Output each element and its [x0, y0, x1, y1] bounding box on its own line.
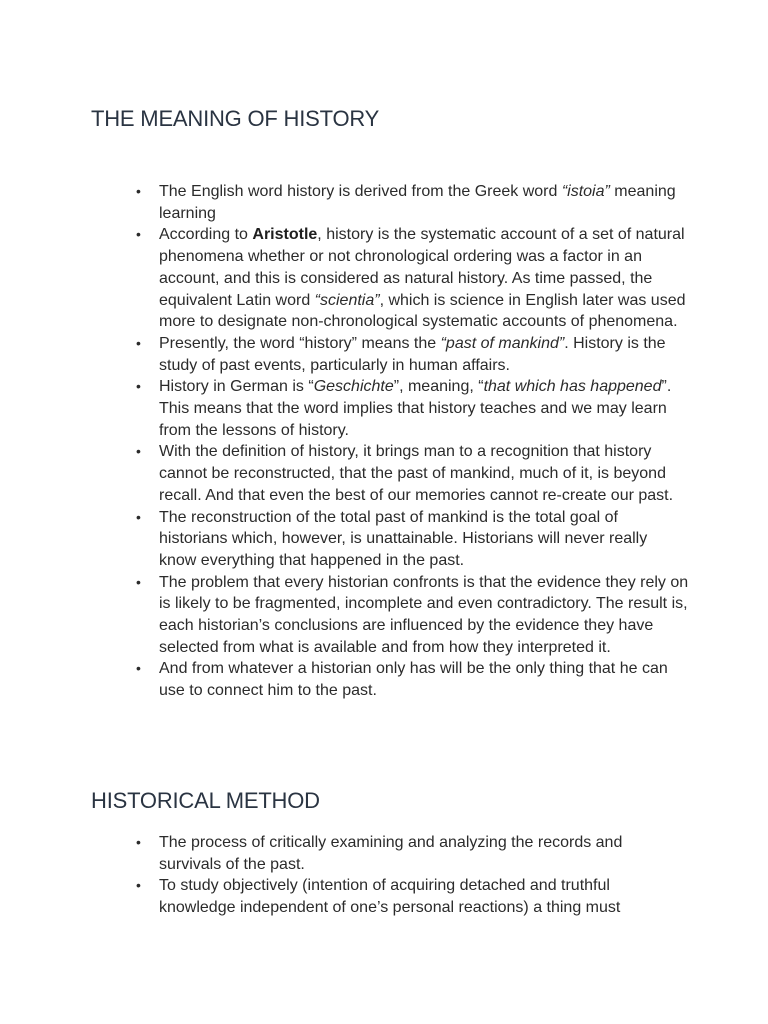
list-item: • According to Aristotle, history is the systematic account of a set of natural phenomena whether or not chronological ordering was a factor in an account, and this is considered as natural history. As time passed, the equivalent Latin word “scientia”, which is science in English later was used more to designate non-chronological systematic accounts of phenomena.: [136, 226, 686, 331]
bullet-icon: •: [136, 877, 141, 894]
meaning-of-history-list: [136, 181, 689, 702]
italic-term: “istoia”: [561, 183, 610, 200]
list-item: • Presently, the word “history” means the “past of mankind”. History is the study of past events, particularly in human affairs.: [136, 334, 666, 374]
list-item: • The problem that every historian confronts is that the evidence they rely on is likely to be fragmented, incomplete and even contradictory. The result is, each historian’s conclusions are influenced by the evidence they have selected from what is available and from how they interpreted it.: [136, 573, 689, 656]
bullet-icon: •: [136, 443, 141, 460]
bullet-icon: •: [136, 834, 141, 850]
list-item: • With the definition of history, it brings man to a recognition that history cannot be reconstructed, that the past of mankind, much of it, is beyond recall. And that even the best of our memories cannot re-create our past.: [136, 443, 674, 504]
list-item: • History in German is “Geschichte”, meaning, “that which has happened”. This means that the word implies that history teaches and we may learn from the lessons of history.: [136, 378, 672, 439]
bullet-icon: •: [136, 226, 141, 243]
section-heading-meaning-of-history: THE MEANING OF HISTORY: [91, 106, 380, 131]
italic-term: “scientia”: [314, 291, 380, 309]
bullet-icon: •: [136, 660, 141, 677]
list-item: • The reconstruction of the total past of mankind is the total goal of historians which, however, is unattainable. Historians will never really know everything that happened in the past.: [136, 508, 648, 569]
italic-term: that which has happened: [483, 378, 662, 396]
bold-term: Aristotle: [252, 226, 318, 244]
historical-method-list: [136, 832, 689, 919]
list-item: • The process of critically examining and analyzing the records and survivals of the past.: [136, 834, 623, 873]
italic-term: “past of mankind”: [440, 334, 565, 352]
section-heading-historical-method: HISTORICAL METHOD: [91, 788, 320, 813]
italic-term: Geschichte: [313, 378, 394, 396]
bullet-icon: •: [136, 378, 141, 395]
bullet-icon: •: [136, 508, 141, 525]
list-item: • To study objectively (intention of acquiring detached and truthful knowledge independent of one’s personal reactions) a thing must: [136, 877, 621, 917]
list-item: • And from whatever a historian only has will be the only thing that he can use to connect him to the past.: [136, 660, 668, 700]
bullet-icon: •: [136, 334, 141, 351]
bullet-icon: •: [136, 183, 141, 199]
list-item: • The English word history is derived from the Greek word “istoia” meaning learning: [136, 183, 676, 222]
bullet-icon: •: [136, 573, 141, 590]
